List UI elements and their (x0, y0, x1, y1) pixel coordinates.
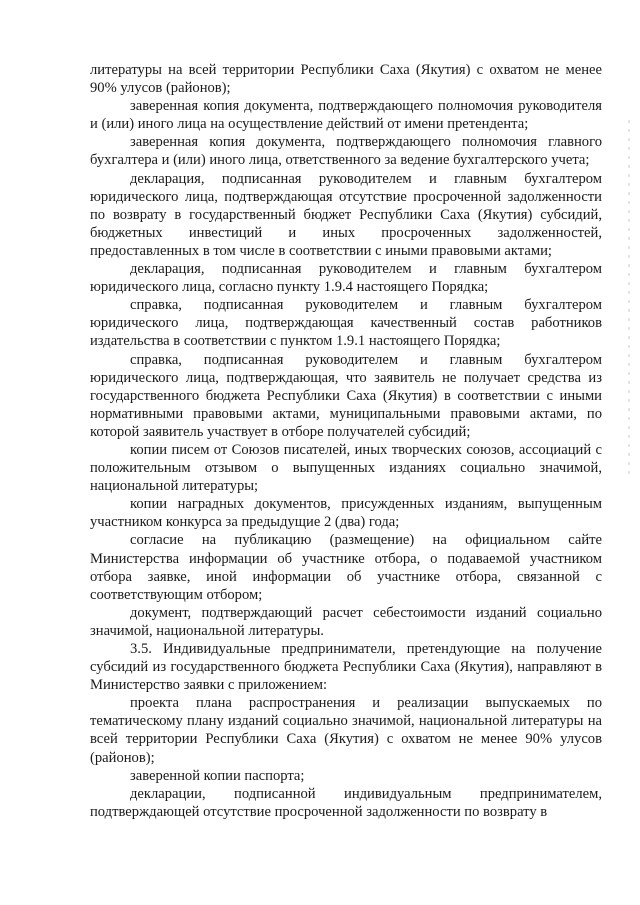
paragraph-passport-copy: заверенной копии паспорта; (130, 767, 305, 784)
paragraph-entrepreneur-declaration: декларации, подписанной индивидуальным предпринимателем, подтверждающей отсутствие просроченной задолженности по возврату в (90, 785, 602, 820)
paragraph-no-funds-certificate: справка, подписанная руководителем и главным бухгалтером юридического лица, подтверждающая, что заявитель не получает средства из государственного бюджета Республики Саха (Якутия) в соответствии с иными нормативными правовыми актами, муниципальными правовыми актами, по которой заявитель участвует в отборе получателей субсидий; (90, 351, 602, 440)
paragraph-section-3-5: 3.5. Индивидуальные предприниматели, претендующие на получение субсидий из государственного бюджета Республики Саха (Якутия), направляют в Министерство заявки с приложением: (90, 641, 602, 694)
paragraph-publication-consent: согласие на публикацию (размещение) на официальном сайте Министерства информации об участнике отбора, о подаваемой участником отбора заявке, иной информации об участнике отбора, связанной с соответствующим отбором; (90, 532, 602, 603)
paragraph-union-letters: копии писем от Союзов писателей, иных творческих союзов, ассоциаций с положительным отзывом о выпущенных изданиях социально значимой, национальной литературы; (90, 441, 602, 495)
paragraph-no-debt-declaration: декларация, подписанная руководителем и главным бухгалтером юридического лица, подтверждающая отсутствие просроченной задолженности по возврату в государственный бюджет Республики Саха (Якутия) субсидий, бюджетных инвестиций и иных просроченных задолженностей, предоставленных в том числе в соответствии с иными правовыми актами; (90, 170, 602, 259)
paragraph-cost-calculation: документ, подтверждающий расчет себестоимости изданий социально значимой, национальной литературы. (90, 604, 602, 639)
paragraph-staff-certificate: справка, подписанная руководителем и главным бухгалтером юридического лица, подтверждающая качественный состав работников издательства в соответствии с пунктом 1.9.1 настоящего Порядка; (90, 297, 602, 350)
scan-edge-mark (628, 120, 630, 480)
paragraph-literature-coverage: литературы на всей территории Республики Саха (Якутия) с охватом не менее 90% улусов (районов); (90, 62, 602, 97)
document-body (90, 61, 602, 821)
paragraph-distribution-plan: проекта плана распространения и реализации выпускаемых по тематическому плану изданий социально значимой, национальной литературы на всей территории Республики Саха (Якутия) с охватом не менее 90% улусов (районов); (90, 695, 602, 766)
paragraph-declaration-1-9-4: декларация, подписанная руководителем и главным бухгалтером юридического лица, согласно пункту 1.9.4 настоящего Порядка; (90, 261, 602, 296)
paragraph-accountant-authority-copy: заверенная копия документа, подтверждающего полномочия главного бухгалтера и (или) иного лица, ответственного за ведение бухгалтерского учета; (90, 134, 602, 169)
paragraph-head-authority-copy: заверенная копия документа, подтверждающего полномочия руководителя и (или) иного лица на осуществление действий от имени претендента; (90, 98, 602, 133)
paragraph-award-documents: копии наградных документов, присужденных изданиям, выпущенным участником конкурса за предыдущие 2 (два) года; (90, 496, 602, 531)
